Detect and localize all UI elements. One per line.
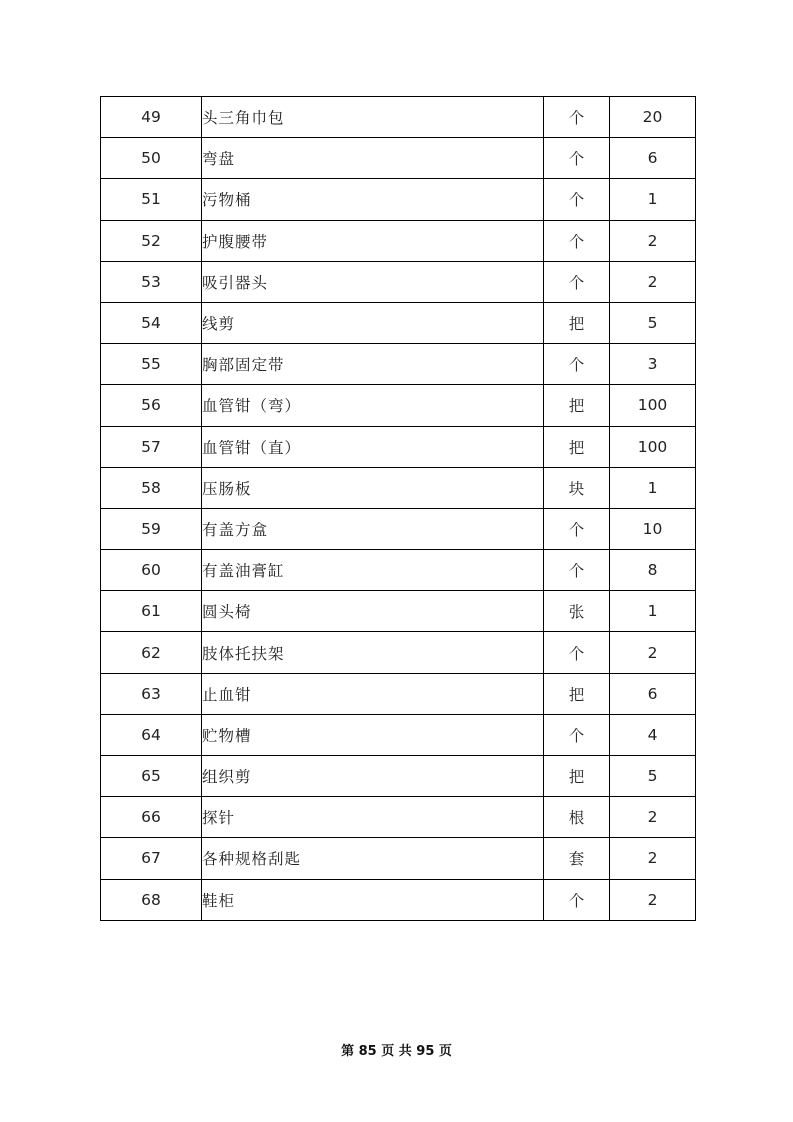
item-quantity: 100 [610, 385, 696, 426]
item-quantity: 2 [610, 838, 696, 879]
item-quantity: 20 [610, 97, 696, 138]
item-name: 组织剪 [202, 756, 544, 797]
table-row [101, 220, 696, 261]
table-row [101, 385, 696, 426]
item-name: 有盖油膏缸 [202, 550, 544, 591]
table-row [101, 550, 696, 591]
item-name: 血管钳（弯） [202, 385, 544, 426]
item-name: 血管钳（直） [202, 426, 544, 467]
item-unit: 把 [544, 385, 610, 426]
item-quantity: 10 [610, 508, 696, 549]
row-number: 66 [101, 797, 202, 838]
row-number: 49 [101, 97, 202, 138]
item-unit: 个 [544, 220, 610, 261]
item-name: 压肠板 [202, 467, 544, 508]
item-quantity: 5 [610, 302, 696, 343]
row-number: 59 [101, 508, 202, 549]
row-number: 61 [101, 591, 202, 632]
table-row [101, 879, 696, 920]
item-quantity: 8 [610, 550, 696, 591]
equipment-table [100, 96, 696, 921]
row-number: 54 [101, 302, 202, 343]
row-number: 68 [101, 879, 202, 920]
item-unit: 个 [544, 97, 610, 138]
item-unit: 把 [544, 756, 610, 797]
row-number: 57 [101, 426, 202, 467]
item-unit: 个 [544, 550, 610, 591]
item-unit: 个 [544, 879, 610, 920]
item-unit: 把 [544, 673, 610, 714]
item-quantity: 4 [610, 714, 696, 755]
item-unit: 个 [544, 179, 610, 220]
table-row [101, 714, 696, 755]
row-number: 63 [101, 673, 202, 714]
table-row [101, 261, 696, 302]
table-row [101, 591, 696, 632]
table-row [101, 179, 696, 220]
item-unit: 个 [544, 138, 610, 179]
item-quantity: 1 [610, 591, 696, 632]
item-name: 圆头椅 [202, 591, 544, 632]
item-name: 止血钳 [202, 673, 544, 714]
item-quantity: 5 [610, 756, 696, 797]
row-number: 56 [101, 385, 202, 426]
item-quantity: 2 [610, 797, 696, 838]
page-number-text: 第 85 页 共 95 页 [341, 1044, 452, 1059]
table-row [101, 97, 696, 138]
table-row [101, 838, 696, 879]
item-quantity: 1 [610, 467, 696, 508]
item-quantity: 2 [610, 879, 696, 920]
item-name: 肢体托扶架 [202, 632, 544, 673]
page-footer [0, 1040, 793, 1059]
item-unit: 个 [544, 632, 610, 673]
table-row [101, 632, 696, 673]
table-row [101, 673, 696, 714]
row-number: 52 [101, 220, 202, 261]
item-quantity: 100 [610, 426, 696, 467]
item-unit: 个 [544, 508, 610, 549]
item-unit: 个 [544, 344, 610, 385]
item-unit: 张 [544, 591, 610, 632]
item-name: 头三角巾包 [202, 97, 544, 138]
item-unit: 把 [544, 302, 610, 343]
item-quantity: 2 [610, 632, 696, 673]
table-row [101, 508, 696, 549]
item-quantity: 6 [610, 138, 696, 179]
item-quantity: 3 [610, 344, 696, 385]
row-number: 55 [101, 344, 202, 385]
item-unit: 个 [544, 714, 610, 755]
item-name: 贮物槽 [202, 714, 544, 755]
item-quantity: 1 [610, 179, 696, 220]
item-name: 护腹腰带 [202, 220, 544, 261]
item-name: 吸引器头 [202, 261, 544, 302]
row-number: 65 [101, 756, 202, 797]
item-unit: 块 [544, 467, 610, 508]
item-unit: 套 [544, 838, 610, 879]
table-row [101, 467, 696, 508]
item-unit: 把 [544, 426, 610, 467]
table-row [101, 756, 696, 797]
row-number: 67 [101, 838, 202, 879]
table-row [101, 344, 696, 385]
row-number: 50 [101, 138, 202, 179]
row-number: 53 [101, 261, 202, 302]
item-name: 胸部固定带 [202, 344, 544, 385]
item-unit: 个 [544, 261, 610, 302]
item-name: 线剪 [202, 302, 544, 343]
row-number: 64 [101, 714, 202, 755]
item-quantity: 2 [610, 220, 696, 261]
row-number: 60 [101, 550, 202, 591]
row-number: 51 [101, 179, 202, 220]
table-row [101, 426, 696, 467]
item-quantity: 6 [610, 673, 696, 714]
item-name: 弯盘 [202, 138, 544, 179]
equipment-table-body [101, 97, 696, 921]
table-row [101, 797, 696, 838]
item-unit: 根 [544, 797, 610, 838]
item-quantity: 2 [610, 261, 696, 302]
item-name: 污物桶 [202, 179, 544, 220]
item-name: 有盖方盒 [202, 508, 544, 549]
item-name: 各种规格刮匙 [202, 838, 544, 879]
row-number: 62 [101, 632, 202, 673]
item-name: 鞋柜 [202, 879, 544, 920]
row-number: 58 [101, 467, 202, 508]
table-row [101, 138, 696, 179]
table-row [101, 302, 696, 343]
item-name: 探针 [202, 797, 544, 838]
